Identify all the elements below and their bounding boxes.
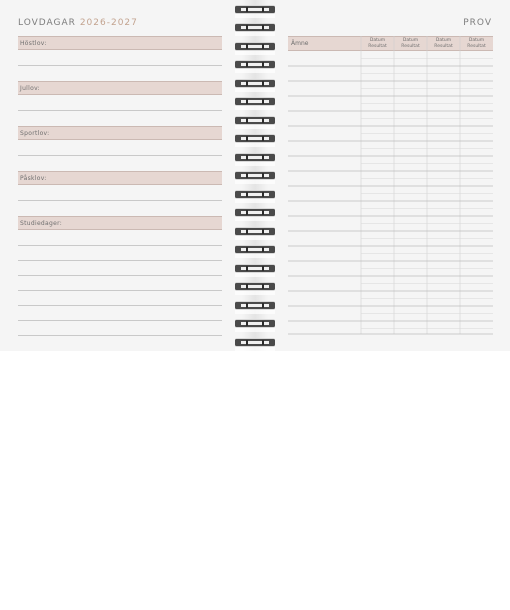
col-result-label: Resultat: [467, 44, 486, 49]
writing-line: [18, 110, 222, 111]
section-band-sportlov: [18, 126, 222, 140]
col-result-label: Resultat: [368, 44, 387, 49]
section-band-jullov: [18, 81, 222, 95]
writing-line: [18, 200, 222, 201]
writing-line: [18, 245, 222, 246]
left-page-title: [18, 18, 138, 28]
title-text: LOVDAGAR: [18, 18, 76, 28]
writing-line: [18, 320, 222, 321]
writing-line: [18, 155, 222, 156]
subject-header-label: Ämne: [291, 40, 309, 47]
col-date-label: Datum: [402, 38, 419, 43]
table-grid: [288, 36, 494, 336]
spiral-binding: [232, 0, 278, 351]
section-band-hostlov: [18, 36, 222, 50]
writing-line: [18, 335, 222, 336]
col-date-label: Datum: [468, 38, 485, 43]
section-label: Höstlov:: [20, 40, 47, 47]
writing-line: [18, 65, 222, 66]
col-result-label: Resultat: [434, 44, 453, 49]
section-label: Påsklov:: [20, 175, 47, 182]
section-band-pasklov: [18, 171, 222, 185]
title-year: 2026-2027: [79, 18, 138, 28]
section-label: Sportlov:: [20, 130, 50, 137]
writing-line: [18, 290, 222, 291]
col-result-label: Resultat: [401, 44, 420, 49]
section-label: Studiedager:: [20, 220, 63, 227]
writing-line: [18, 305, 222, 306]
right-page-title: PROV: [463, 18, 492, 28]
col-date-label: Datum: [369, 38, 386, 43]
writing-line: [18, 275, 222, 276]
section-band-studiedager: [18, 216, 222, 230]
section-label: Jullov:: [20, 85, 40, 92]
writing-line: [18, 260, 222, 261]
col-date-label: Datum: [435, 38, 452, 43]
